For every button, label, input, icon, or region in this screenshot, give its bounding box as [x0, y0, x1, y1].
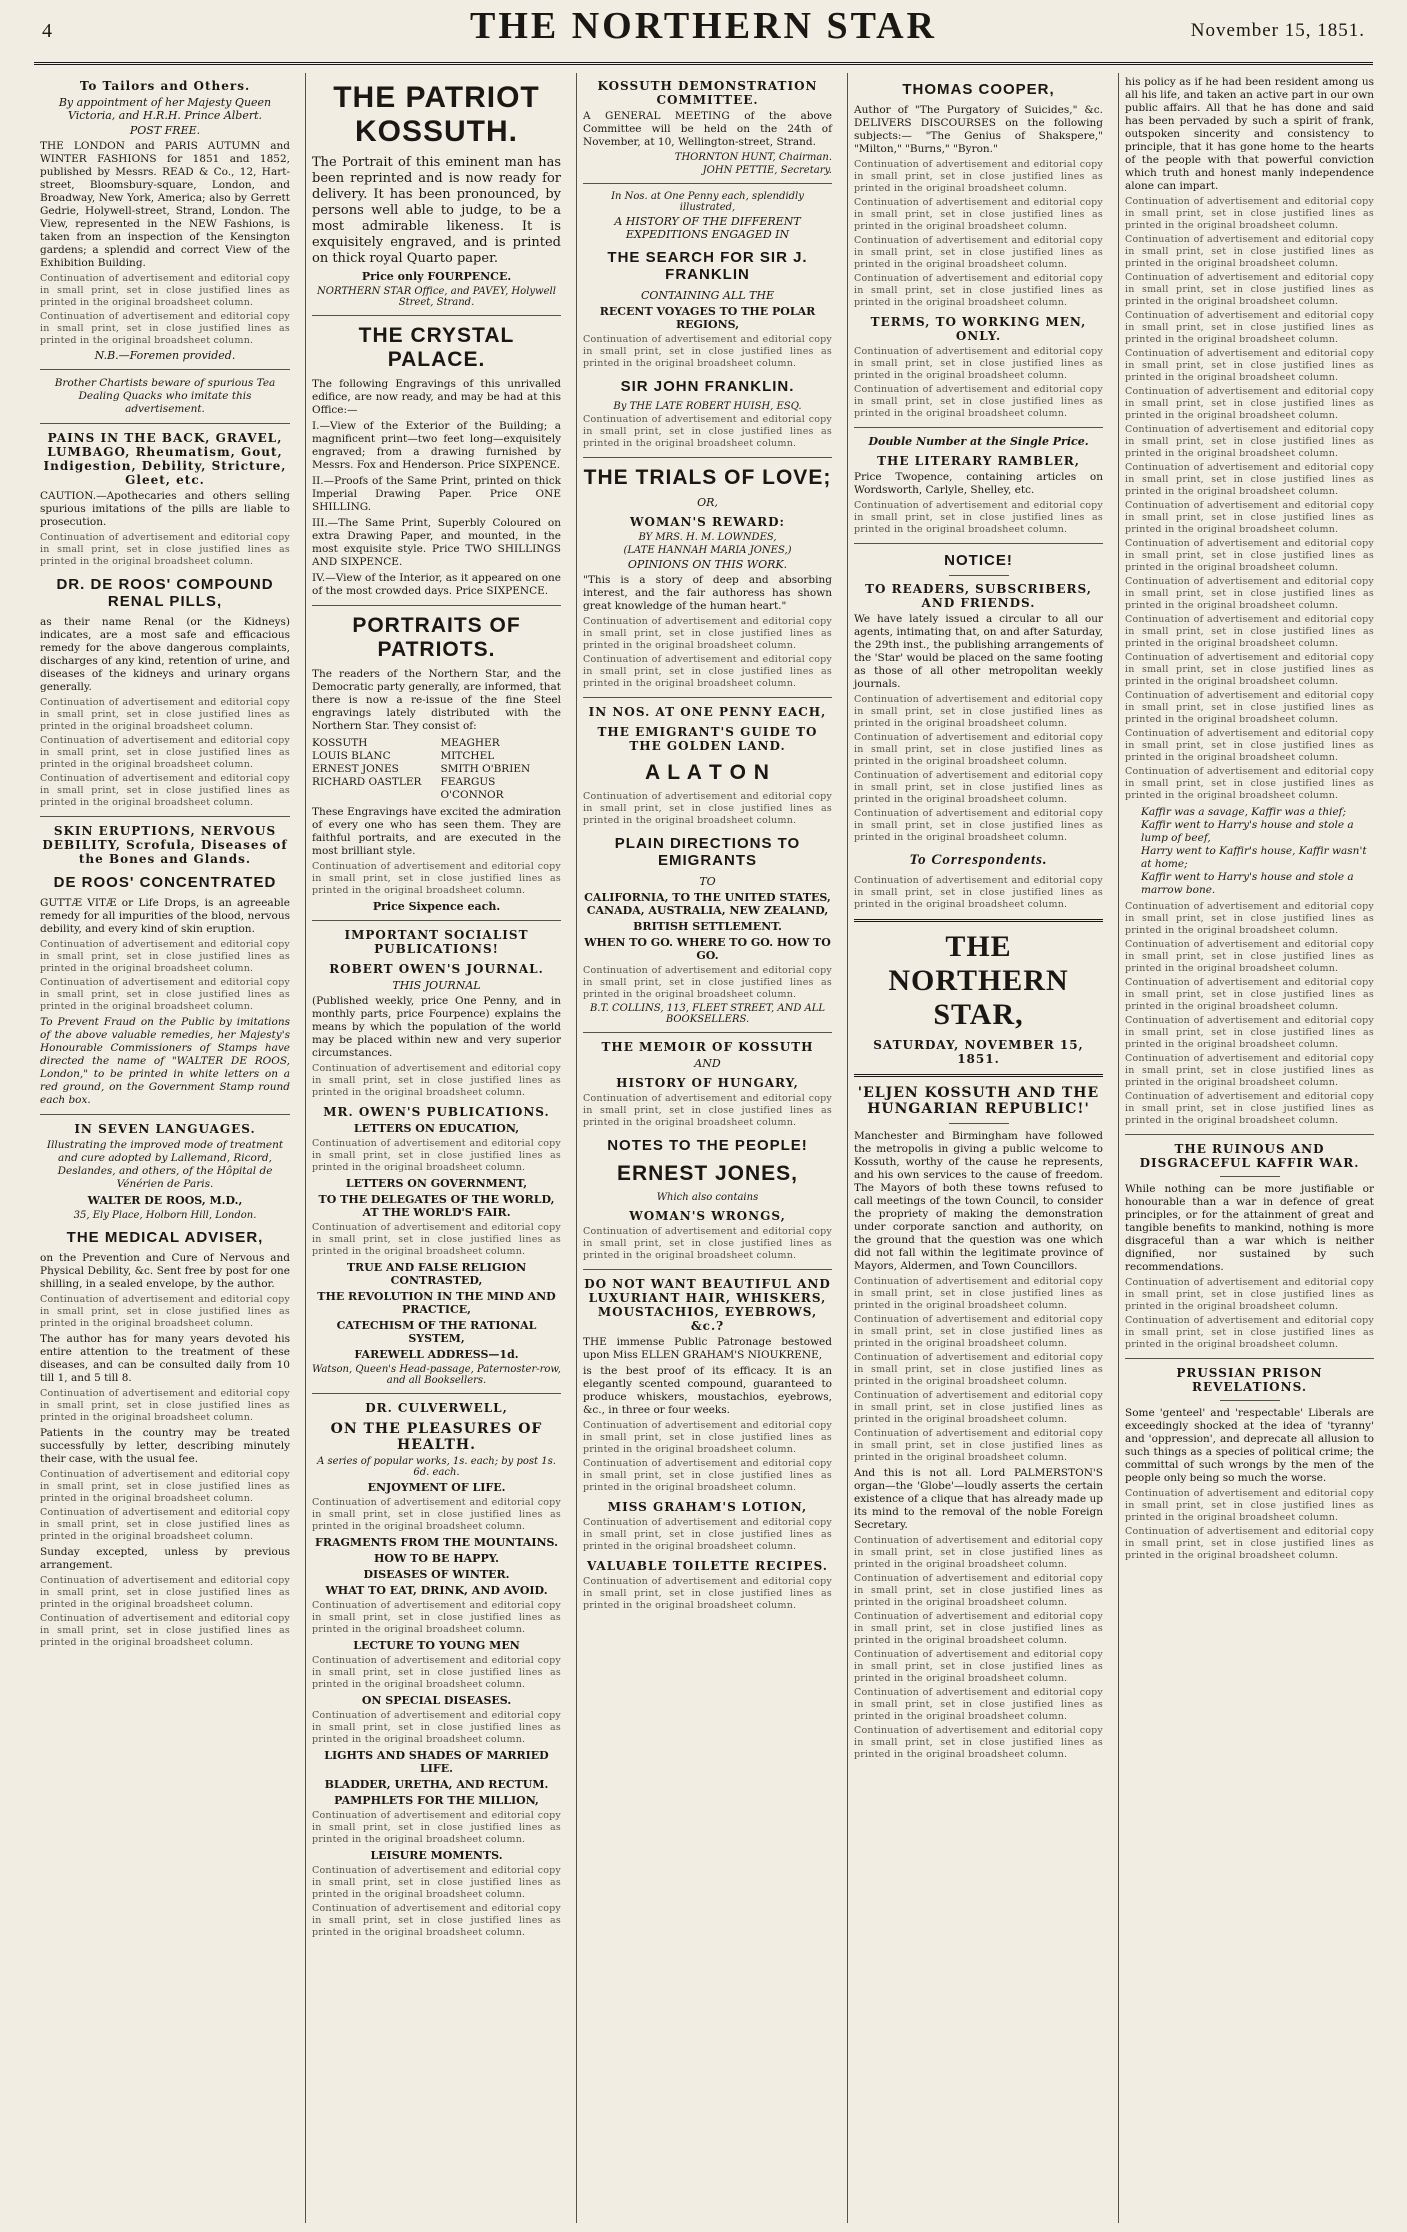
filler-text: Continuation of advertisement and editorial copy in small print, set in close justified lines as printed in the original broadsheet column. — [1125, 652, 1374, 687]
portrait-name: LOUIS BLANC — [312, 750, 391, 762]
portrait-name: KOSSUTH — [312, 737, 368, 749]
divider — [583, 457, 832, 458]
rambler-body: Price Twopence, containing articles on Wordsworth, Carlyle, Shelley, etc. — [854, 471, 1103, 496]
filler-text: Continuation of advertisement and editorial copy in small print, set in close justified lines as printed in the original broadsheet column. — [40, 773, 290, 808]
portrait-name: MITCHEL — [440, 750, 495, 762]
tailors-body: THE LONDON and PARIS AUTUMN and WINTER FASHIONS for 1851 and 1852, published by Messrs. READ & Co., 12, Hart-street, Bloomsbury-square, London, and Broadway, New York, America; also by Gerrett Gedrie, Holywell-street, Strand, London. The View, represented in the NEW Fashions, is taken from an inspection of the Kensington gardens; a splendid and correct View of the Exhibition Building. — [40, 140, 290, 269]
adviser-heading: THE MEDICAL ADVISER, — [66, 1229, 264, 1246]
socialist-heading: IMPORTANT SOCIALIST PUBLICATIONS! — [344, 928, 529, 956]
double-number: Double Number at the Single Price. — [868, 435, 1089, 448]
divider — [40, 423, 290, 424]
pleasures-heading: ON THE PLEASURES OF HEALTH. — [330, 1421, 543, 1453]
filler-text: Continuation of advertisement and editorial copy in small print, set in close justified lines as printed in the original broadsheet column. — [1125, 1015, 1374, 1050]
culverwell-heading: DR. CULVERWELL, — [365, 1401, 508, 1415]
fragments-heading: FRAGMENTS FROM THE MOUNTAINS. — [315, 1536, 558, 1549]
verse-line: Kaffir was a savage, Kaffir was a thief; — [1141, 806, 1347, 818]
filler-text: Continuation of advertisement and editorial copy in small print, set in close justified lines as printed in the original broadsheet column. — [312, 861, 561, 896]
notes-people-heading: NOTES TO THE PEOPLE! — [607, 1137, 808, 1154]
trials-author: BY MRS. H. M. LOWNDES, — [638, 532, 777, 543]
filler-text: Continuation of advertisement and editorial copy in small print, set in close justified lines as printed in the original broadsheet column. — [1125, 1277, 1374, 1312]
verse-line: Kaffir went to Harry's house and stole a lump of beef, — [1141, 819, 1354, 844]
portraits-names — [312, 737, 561, 802]
letters-education: LETTERS ON EDUCATION, — [353, 1122, 520, 1135]
owen-journal-heading: ROBERT OWEN'S JOURNAL. — [329, 962, 544, 976]
pamphlets-heading: PAMPHLETS FOR THE MILLION, — [334, 1794, 539, 1807]
divider — [312, 605, 561, 606]
hair-heading: DO NOT WANT BEAUTIFUL AND LUXURIANT HAIR, WHISKERS, MOUSTACHIOS, EYEBROWS, &c.? — [584, 1277, 831, 1333]
palace-intro: The following Engravings of this unrivalled edifice, are now ready, and may be had at this Office:— — [312, 378, 561, 416]
trials-opinions: OPINIONS ON THIS WORK. — [627, 558, 788, 571]
masthead — [34, 0, 1373, 65]
committee-chairman: THORNTON HUNT, Chairman. — [674, 152, 832, 163]
filler-text: Continuation of advertisement and editorial copy in small print, set in close justified lines as printed in the original broadsheet column. — [854, 500, 1103, 535]
palace-item-4: IV.—View of the Interior, as it appeared on one of the most crowded days. Price SIXPENCE. — [312, 572, 561, 597]
filler-text: Continuation of advertisement and editorial copy in small print, set in close justified lines as printed in the original broadsheet column. — [1125, 901, 1374, 936]
lecture-heading: LECTURE TO YOUNG MEN — [353, 1639, 520, 1652]
filler-text: Continuation of advertisement and editorial copy in small print, set in close justified lines as printed in the original broadsheet column. — [40, 1469, 290, 1504]
portraits-heading: PORTRAITS OF PATRIOTS. — [352, 614, 521, 661]
palace-heading: THE CRYSTAL PALACE. — [358, 324, 515, 371]
filler-text: Continuation of advertisement and editorial copy in small print, set in close justified lines as printed in the original broadsheet column. — [1125, 272, 1374, 307]
adviser-line-3: Sunday excepted, unless by previous arrangement. — [40, 1546, 290, 1571]
cooper-body: Author of "The Purgatory of Suicides," &c. DELIVERS DISCOURSES on the following subjects:— "The Genius of Shakspere," "Milton," "Burns," "Byron." — [854, 104, 1103, 155]
filler-text: Continuation of advertisement and editorial copy in small print, set in close justified lines as printed in the original broadsheet column. — [1125, 538, 1374, 573]
trials-author-late: (LATE HANNAH MARIA JONES,) — [623, 545, 792, 556]
filler-text: Continuation of advertisement and editorial copy in small print, set in close justified lines as printed in the original broadsheet column. — [583, 616, 832, 651]
concentrated-body: GUTTÆ VITÆ or Life Drops, is an agreeable remedy for all impurities of the blood, nervous debility, and every kind of skin eruption. — [40, 897, 290, 935]
filler-text: Continuation of advertisement and editorial copy in small print, set in close justified lines as printed in the original broadsheet column. — [40, 735, 290, 770]
filler-text: Continuation of advertisement and editorial copy in small print, set in close justified lines as printed in the original broadsheet column. — [854, 1611, 1103, 1646]
filler-text: Continuation of advertisement and editorial copy in small print, set in close justified lines as printed in the original broadsheet column. — [312, 1903, 561, 1938]
leisure-heading: LEISURE MOMENTS. — [370, 1849, 503, 1862]
filler-text: Continuation of advertisement and editorial copy in small print, set in close justified lines as printed in the original broadsheet column. — [40, 697, 290, 732]
filler-text: Continuation of advertisement and editorial copy in small print, set in close justified lines as printed in the original broadsheet column. — [1125, 1315, 1374, 1350]
verse-line: Harry went to Kaffir's house, Kaffir wasn't at home; — [1141, 845, 1367, 870]
filler-text: Continuation of advertisement and editorial copy in small print, set in close justified lines as printed in the original broadsheet column. — [1125, 766, 1374, 801]
adviser-address: 35, Ely Place, Holborn Hill, London. — [73, 1210, 257, 1221]
terms-heading: TERMS, TO WORKING MEN, ONLY. — [870, 315, 1087, 343]
religion-heading: TRUE AND FALSE RELIGION CONTRASTED, — [346, 1261, 527, 1287]
divider — [854, 427, 1103, 428]
emigrants-guide-heading: THE EMIGRANT'S GUIDE TO THE GOLDEN LAND. — [597, 725, 818, 753]
patriot-office: NORTHERN STAR Office, and PAVEY, Holywell Street, Strand. — [317, 286, 556, 308]
filler-text: Continuation of advertisement and editorial copy in small print, set in close justified lines as printed in the original broadsheet column. — [583, 1458, 832, 1493]
verse-line: Kaffir went to Harry's house and stole a marrow bone. — [1141, 871, 1354, 896]
patriot-heading: THE PATRIOT KOSSUTH. — [333, 81, 540, 148]
plain-places: CALIFORNIA, TO THE UNITED STATES, CANADA, AUSTRALIA, NEW ZEALAND, — [584, 891, 831, 917]
notice-heading: NOTICE! — [944, 552, 1013, 569]
happy-heading: HOW TO BE HAPPY. — [373, 1552, 499, 1565]
filler-text: Continuation of advertisement and editorial copy in small print, set in close justified lines as printed in the original broadsheet column. — [583, 654, 832, 689]
newspaper-title: THE NORTHERN STAR — [469, 5, 938, 47]
filler-text: Continuation of advertisement and editorial copy in small print, set in close justified lines as printed in the original broadsheet column. — [583, 414, 832, 449]
filler-text: Continuation of advertisement and editorial copy in small print, set in close justified lines as printed in the original broadsheet column. — [312, 1063, 561, 1098]
counterfeit-notice: To Prevent Fraud on the Public by imitations of the above valuable remedies, her Majesty's Honourable Commissioners of Stamps have directed the name of "WALTER DE ROOS, London," to be printed in white letters on a red ground, on the Government Stamp round each box. — [40, 1016, 290, 1106]
portrait-name: MEAGHER — [440, 737, 500, 749]
bladder-heading: BLADDER, URETHA, AND RECTUM. — [324, 1778, 549, 1791]
palmerston-paragraph: And this is not all. Lord PALMERSTON'S organ—the 'Globe'—loudly asserts the certain existence of a clique that has already made up its mind to the removal of the noble Foreign Secretary. — [854, 1467, 1103, 1531]
filler-text: Continuation of advertisement and editorial copy in small print, set in close justified lines as printed in the original broadsheet column. — [854, 732, 1103, 767]
deroos-body: as their name Renal (or the Kidneys) indicates, are a most safe and efficacious remedy for the above dangerous complaints, discharges of any kind, retention of urine, and diseases of the kidneys and urinary organs generally. — [40, 616, 290, 693]
cooper-heading: THOMAS COOPER, — [902, 81, 1055, 98]
divider — [1220, 1400, 1280, 1401]
readers-body: We have lately issued a circular to all our agents, intimating that, on and after Saturday, the 29th inst., the publishing arrangements of the 'Star' would be placed on the same footing as those of all other metropolitan weekly journals. — [854, 613, 1103, 690]
owen-publications: MR. OWEN'S PUBLICATIONS. — [323, 1105, 550, 1119]
page-number: 4 — [42, 20, 52, 42]
filler-text: Continuation of advertisement and editorial copy in small print, set in close justified lines as printed in the original broadsheet column. — [1125, 1053, 1374, 1088]
portraits-note: These Engravings have excited the admiration of every one who has seen them. They are faithful portraits, and are executed in the most brilliant style. — [312, 806, 561, 857]
divider — [312, 920, 561, 921]
portrait-name: FEARGUS O'CONNOR — [440, 776, 504, 801]
issue-date: November 15, 1851. — [1190, 20, 1365, 41]
revolution-heading: THE REVOLUTION IN THE MIND AND PRACTICE, — [317, 1290, 556, 1316]
filler-text: Continuation of advertisement and editorial copy in small print, set in close justified lines as printed in the original broadsheet column. — [854, 235, 1103, 270]
committee-secretary: JOHN PETTIE, Secretary. — [702, 165, 832, 176]
filler-text: Continuation of advertisement and editorial copy in small print, set in close justified lines as printed in the original broadsheet column. — [1125, 1526, 1374, 1561]
filler-text: Continuation of advertisement and editorial copy in small print, set in close justified lines as printed in the original broadsheet column. — [1125, 977, 1374, 1012]
filler-text: Continuation of advertisement and editorial copy in small print, set in close justified lines as printed in the original broadsheet column. — [854, 1428, 1103, 1463]
divider — [40, 1114, 290, 1115]
filler-text: Continuation of advertisement and editorial copy in small print, set in close justified lines as printed in the original broadsheet column. — [1125, 462, 1374, 497]
ernest-contains: Which also contains — [656, 1192, 759, 1203]
filler-text: Continuation of advertisement and editorial copy in small print, set in close justified lines as printed in the original broadsheet column. — [854, 273, 1103, 308]
graham-body: is the best proof of its efficacy. It is an elegantly scented compound, guaranteed to produce whiskers, moustachios, eyebrows, &c., in three or four weeks. — [583, 1365, 832, 1416]
pains-heading: PAINS IN THE BACK, GRAVEL, LUMBAGO, Rheumatism, Gout, Indigestion, Debility, Stricture, Gleet, etc. — [43, 431, 287, 487]
filler-text: Continuation of advertisement and editorial copy in small print, set in close justified lines as printed in the original broadsheet column. — [40, 1575, 290, 1610]
filler-text: Continuation of advertisement and editorial copy in small print, set in close justified lines as printed in the original broadsheet column. — [1125, 1091, 1374, 1126]
filler-text: Continuation of advertisement and editorial copy in small print, set in close justified lines as printed in the original broadsheet column. — [1125, 424, 1374, 459]
divider — [854, 1074, 1103, 1077]
rambler-heading: THE LITERARY RAMBLER, — [877, 454, 1080, 468]
column-2 — [305, 73, 567, 2223]
trials-or: OR, — [697, 496, 718, 509]
readers-heading: TO READERS, SUBSCRIBERS, AND FRIENDS. — [865, 582, 1092, 610]
enjoyment-heading: ENJOYMENT OF LIFE. — [367, 1481, 506, 1494]
filler-text: Continuation of advertisement and editorial copy in small print, set in close justified lines as printed in the original broadsheet column. — [1125, 728, 1374, 763]
filler-text: Continuation of advertisement and editorial copy in small print, set in close justified lines as printed in the original broadsheet column. — [40, 977, 290, 1012]
deroos-heading: DR. DE ROOS' COMPOUND RENAL PILLS, — [56, 576, 274, 610]
paper-date: SATURDAY, NOVEMBER 15, 1851. — [873, 1038, 1084, 1066]
recipes-heading: VALUABLE TOILETTE RECIPES. — [587, 1559, 828, 1573]
palace-item-2: II.—Proofs of the Same Print, printed on thick Imperial Drawing Paper. Price ONE SHILLING. — [312, 475, 561, 513]
palace-item-3: III.—The Same Print, Superbly Coloured on extra Drawing Paper, and mounted, in the most exquisite style. Price TWO SHILLINGS AND SIXPENCE. — [312, 517, 561, 568]
divider — [40, 369, 290, 370]
filler-text: Continuation of advertisement and editorial copy in small print, set in close justified lines as printed in the original broadsheet column. — [312, 1710, 561, 1745]
lead-article-body: Manchester and Birmingham have followed the metropolis in giving a public welcome to Kossuth, worthy of the cause he represents, and his own services to the cause of freedom. The Mayors of both these towns refused to call meetings of the town Council, to consider the propriety of making the demonstration under corporate sanction and authority, on the ground that the question was one which did not fall within the legitimate province of Mayors, Aldermen, and Town Councillors. — [854, 1130, 1103, 1272]
divider — [583, 697, 832, 698]
concentrated-heading: DE ROOS' CONCENTRATED — [53, 874, 277, 891]
franklin-history: A HISTORY OF THE DIFFERENT EXPEDITIONS ENGAGED IN — [614, 215, 801, 241]
divider — [854, 543, 1103, 544]
filler-text: Continuation of advertisement and editorial copy in small print, set in close justified lines as printed in the original broadsheet column. — [854, 1725, 1103, 1760]
adviser-subtitle: Illustrating the improved mode of treatment and cure adopted by Lallemand, Ricord, Deslandes, and others, of the Hôpital de Vénérien de Paris. — [46, 1139, 284, 1190]
filler-text: Continuation of advertisement and editorial copy in small print, set in close justified lines as printed in the original broadsheet column. — [40, 273, 290, 308]
filler-text: Continuation of advertisement and editorial copy in small print, set in close justified lines as printed in the original broadsheet column. — [583, 1576, 832, 1611]
farewell-address: FAREWELL ADDRESS—1d. — [354, 1348, 519, 1361]
filler-text: Continuation of advertisement and editorial copy in small print, set in close justified lines as printed in the original broadsheet column. — [1125, 234, 1374, 269]
filler-text: Continuation of advertisement and editorial copy in small print, set in close justified lines as printed in the original broadsheet column. — [854, 875, 1103, 910]
filler-text: Continuation of advertisement and editorial copy in small print, set in close justified lines as printed in the original broadsheet column. — [854, 1314, 1103, 1349]
letters-government: LETTERS ON GOVERNMENT, — [345, 1177, 528, 1190]
hungary-heading: HISTORY OF HUNGARY, — [616, 1076, 799, 1090]
filler-text: Continuation of advertisement and editorial copy in small print, set in close justified lines as printed in the original broadsheet column. — [40, 1613, 290, 1648]
general-meeting: A GENERAL MEETING of the above Committee will be held on the 24th of November, at 10, Wellington-street, Strand. — [583, 110, 832, 148]
golden-land: A L A T O N — [645, 761, 770, 784]
filler-text: Continuation of advertisement and editorial copy in small print, set in close justified lines as printed in the original broadsheet column. — [312, 1810, 561, 1845]
languages-heading: IN SEVEN LANGUAGES. — [74, 1122, 256, 1136]
filler-text: Continuation of advertisement and editorial copy in small print, set in close justified lines as printed in the original broadsheet column. — [583, 1093, 832, 1128]
nos-penny: IN NOS. AT ONE PENNY EACH, — [588, 705, 827, 719]
palace-item-1: I.—View of the Exterior of the Building; a magnificent print—two feet long—exquisitely engraved; from a drawing furnished by Messrs. Fox and Henderson. Price SIXPENCE. — [312, 420, 561, 471]
divider — [583, 183, 832, 184]
adviser-line-2: Patients in the country may be treated successfully by letter, describing minutely their case, with the usual fee. — [40, 1427, 290, 1465]
trials-body: "This is a story of deep and absorbing interest, and the fair authoress has shown great knowledge of the human heart." — [583, 574, 832, 612]
franklin-voyages: RECENT VOYAGES TO THE POLAR REGIONS, — [599, 305, 816, 331]
plain-to: TO — [699, 875, 716, 888]
delegates-heading: TO THE DELEGATES OF THE WORLD, AT THE WORLD'S FAIR. — [318, 1193, 555, 1219]
filler-text: Continuation of advertisement and editorial copy in small print, set in close justified lines as printed in the original broadsheet column. — [40, 939, 290, 974]
memoir-heading: THE MEMOIR OF KOSSUTH — [601, 1040, 814, 1054]
memoir-and: AND — [694, 1057, 721, 1070]
winter-heading: DISEASES OF WINTER. — [363, 1568, 510, 1581]
filler-text: Continuation of advertisement and editorial copy in small print, set in close justified lines as printed in the original broadsheet column. — [1125, 690, 1374, 725]
filler-text: Continuation of advertisement and editorial copy in small print, set in close justified lines as printed in the original broadsheet column. — [312, 1138, 561, 1173]
portrait-name: ERNEST JONES — [312, 763, 399, 775]
filler-text: Continuation of advertisement and editorial copy in small print, set in close justified lines as printed in the original broadsheet column. — [1125, 939, 1374, 974]
filler-text: Continuation of advertisement and editorial copy in small print, set in close justified lines as printed in the original broadsheet column. — [854, 1573, 1103, 1608]
kaffir-verse — [1141, 806, 1374, 897]
filler-text: Continuation of advertisement and editorial copy in small print, set in close justified lines as printed in the original broadsheet column. — [1125, 196, 1374, 231]
filler-text: Continuation of advertisement and editorial copy in small print, set in close justified lines as printed in the original broadsheet column. — [1125, 348, 1374, 383]
franklin-name: SIR JOHN FRANKLIN. — [620, 378, 795, 395]
prussian-body: Some 'genteel' and 'respectable' Liberals are exceedingly shocked at the idea of 'tyranny' and 'oppression', and deprecate all allusion to such things as a species of political crime; the committal of such wrongs by the men of the people only being so much the worse. — [1125, 1407, 1374, 1484]
portrait-name: RICHARD OASTLER — [312, 776, 422, 788]
filler-text: Continuation of advertisement and editorial copy in small print, set in close justified lines as printed in the original broadsheet column. — [1125, 576, 1374, 611]
filler-text: Continuation of advertisement and editorial copy in small print, set in close justified lines as printed in the original broadsheet column. — [312, 1600, 561, 1635]
divider — [854, 919, 1103, 922]
paper-title: THE NORTHERN STAR, — [888, 930, 1069, 1031]
column-3 — [576, 73, 838, 2223]
graham-heading: THE immense Public Patronage bestowed upon Miss ELLEN GRAHAM'S NIOUKRENE, — [583, 1336, 832, 1361]
kaffir-war-heading: THE RUINOUS AND DISGRACEFUL KAFFIR WAR. — [1139, 1142, 1360, 1170]
filler-text: Continuation of advertisement and editorial copy in small print, set in close justified lines as printed in the original broadsheet column. — [312, 1655, 561, 1690]
post-free: POST FREE. — [129, 124, 201, 137]
owen-journal-body: (Published weekly, price One Penny, and in monthly parts, price Fourpence) explains the means by which the population of the world may be placed within new and very superior circumstances. — [312, 995, 561, 1059]
ernest-jones-heading: ERNEST JONES, — [616, 1162, 799, 1185]
column-4 — [847, 73, 1109, 2223]
filler-text: Continuation of advertisement and editorial copy in small print, set in close justified lines as printed in the original broadsheet column. — [1125, 614, 1374, 649]
skin-heading: SKIN ERUPTIONS, NERVOUS DEBILITY, Scrofula, Diseases of the Bones and Glands. — [42, 824, 288, 866]
womans-reward: WOMAN'S REWARD: — [630, 515, 785, 529]
portraits-price: Price Sixpence each. — [372, 900, 501, 913]
watson-publisher: Watson, Queen's Head-passage, Paternoster-row, and all Booksellers. — [312, 1364, 561, 1386]
special-heading: ON SPECIAL DISEASES. — [361, 1694, 512, 1707]
divider — [1125, 1134, 1374, 1135]
filler-text: Continuation of advertisement and editorial copy in small print, set in close justified lines as printed in the original broadsheet column. — [854, 1390, 1103, 1425]
lotion-heading: MISS GRAHAM'S LOTION, — [607, 1500, 808, 1514]
filler-text: Continuation of advertisement and editorial copy in small print, set in close justified lines as printed in the original broadsheet column. — [854, 770, 1103, 805]
committee-heading: KOSSUTH DEMONSTRATION COMMITTEE. — [597, 79, 818, 107]
filler-text: Continuation of advertisement and editorial copy in small print, set in close justified lines as printed in the original broadsheet column. — [854, 1649, 1103, 1684]
divider — [949, 575, 1009, 576]
franklin-containing: CONTAINING ALL THE — [641, 289, 774, 302]
franklin-heading: THE SEARCH FOR SIR J. FRANKLIN — [607, 249, 808, 283]
filler-text: Continuation of advertisement and editorial copy in small print, set in close justified lines as printed in the original broadsheet column. — [312, 1865, 561, 1900]
filler-text: Continuation of advertisement and editorial copy in small print, set in close justified lines as printed in the original broadsheet column. — [40, 1388, 290, 1423]
divider — [583, 1032, 832, 1033]
pains-body: CAUTION.—Apothecaries and others selling spurious imitations of the pills are liable to prosecution. — [40, 490, 290, 528]
catechism-heading: CATECHISM OF THE RATIONAL SYSTEM, — [336, 1319, 537, 1345]
filler-text: Continuation of advertisement and editorial copy in small print, set in close justified lines as printed in the original broadsheet column. — [583, 1420, 832, 1455]
column-1 — [34, 73, 296, 2223]
filler-text: Continuation of advertisement and editorial copy in small print, set in close justified lines as printed in the original broadsheet column. — [1125, 500, 1374, 535]
filler-text: Continuation of advertisement and editorial copy in small print, set in close justified lines as printed in the original broadsheet column. — [1125, 386, 1374, 421]
pleasures-sub: A series of popular works, 1s. each; by post 1s. 6d. each. — [317, 1456, 556, 1478]
trials-heading: THE TRIALS OF LOVE; — [583, 466, 832, 489]
adviser-author: WALTER DE ROOS, M.D., — [87, 1194, 243, 1207]
chartists-warning: Brother Chartists beware of spurious Tea Dealing Quacks who imitate this advertisement. — [54, 377, 276, 415]
filler-text: Continuation of advertisement and editorial copy in small print, set in close justified lines as printed in the original broadsheet column. — [854, 808, 1103, 843]
patriot-body: The Portrait of this eminent man has been reprinted and is now ready for delivery. It has been pronounced, by persons well able to judge, to be a most admirable likeness. It is exquisitely engraved, and is printed on thick royal Quarto paper. — [312, 155, 561, 266]
filler-text: Continuation of advertisement and editorial copy in small print, set in close justified lines as printed in the original broadsheet column. — [583, 791, 832, 826]
owen-journal-sub: THIS JOURNAL — [392, 979, 481, 992]
divider — [1220, 1176, 1280, 1177]
filler-text: Continuation of advertisement and editorial copy in small print, set in close justified lines as printed in the original broadsheet column. — [312, 1497, 561, 1532]
womans-wrongs: WOMAN'S WRONGS, — [629, 1209, 786, 1223]
portraits-body: The readers of the Northern Star, and the Democratic party generally, are informed, that there is now a re-issue of the fine Steel engravings lately distributed with the Northern Star. They consist of: — [312, 668, 561, 732]
filler-text: Continuation of advertisement and editorial copy in small print, set in close justified lines as printed in the original broadsheet column. — [854, 159, 1103, 194]
divider — [583, 1269, 832, 1270]
divider — [1125, 1358, 1374, 1359]
eat-drink-heading: WHAT TO EAT, DRINK, AND AVOID. — [325, 1584, 548, 1597]
divider — [312, 315, 561, 316]
british-settlement: BRITISH SETTLEMENT. — [633, 920, 782, 933]
filler-text: Continuation of advertisement and editorial copy in small print, set in close justified lines as printed in the original broadsheet column. — [854, 1352, 1103, 1387]
filler-text: Continuation of advertisement and editorial copy in small print, set in close justified lines as printed in the original broadsheet column. — [854, 197, 1103, 232]
filler-text: Continuation of advertisement and editorial copy in small print, set in close justified lines as printed in the original broadsheet column. — [40, 311, 290, 346]
divider — [949, 1123, 1009, 1124]
kaffir-war-body: While nothing can be more justifiable or honourable than a war in defence of great principles, or for the attainment of great and tangible benefits to mankind, nothing is more disgraceful than a war which is neither dignified, nor sustained by such recommendations. — [1125, 1183, 1374, 1273]
collins-publisher: B.T. COLLINS, 113, FLEET STREET, AND ALL BOOKSELLERS. — [589, 1003, 826, 1025]
portrait-name: SMITH O'BRIEN — [440, 763, 531, 775]
kossuth-continued: his policy as if he had been resident among us all his life, and taken an active part in our own public affairs. All that he has done and said has been pervaded by such a spirit of frank, outspoken sincerity and consistency to principle, that it has gone home to the hearts of the people with that powerful conviction which truth and honest manly independence alone can impart. — [1125, 76, 1374, 192]
patriot-price: Price only FOURPENCE. — [361, 270, 512, 283]
filler-text: Continuation of advertisement and editorial copy in small print, set in close justified lines as printed in the original broadsheet column. — [583, 334, 832, 369]
filler-text: Continuation of advertisement and editorial copy in small print, set in close justified lines as printed in the original broadsheet column. — [40, 1294, 290, 1329]
filler-text: Continuation of advertisement and editorial copy in small print, set in close justified lines as printed in the original broadsheet column. — [583, 1517, 832, 1552]
filler-text: Continuation of advertisement and editorial copy in small print, set in close justified lines as printed in the original broadsheet column. — [854, 384, 1103, 419]
when-to-go: WHEN TO GO. WHERE TO GO. HOW TO GO. — [584, 936, 831, 962]
filler-text: Continuation of advertisement and editorial copy in small print, set in close justified lines as printed in the original broadsheet column. — [854, 346, 1103, 381]
lead-article-heading: 'ELJEN KOSSUTH AND THE HUNGARIAN REPUBLIC!' — [857, 1085, 1100, 1117]
filler-text: Continuation of advertisement and editorial copy in small print, set in close justified lines as printed in the original broadsheet column. — [312, 1222, 561, 1257]
adviser-line-1: The author has for many years devoted his entire attention to the treatment of these diseases, and can be consulted daily from 10 till 1, and 5 till 8. — [40, 1333, 290, 1384]
divider — [312, 1393, 561, 1394]
filler-text: Continuation of advertisement and editorial copy in small print, set in close justified lines as printed in the original broadsheet column. — [583, 1226, 832, 1261]
filler-text: Continuation of advertisement and editorial copy in small print, set in close justified lines as printed in the original broadsheet column. — [854, 1535, 1103, 1570]
franklin-author: By THE LATE ROBERT HUISH, ESQ. — [613, 401, 802, 412]
correspondents-heading: To Correspondents. — [909, 852, 1048, 868]
lights-heading: LIGHTS AND SHADES OF MARRIED LIFE. — [324, 1749, 549, 1775]
filler-text: Continuation of advertisement and editorial copy in small print, set in close justified lines as printed in the original broadsheet column. — [854, 1276, 1103, 1311]
divider — [40, 816, 290, 817]
adviser-body: on the Prevention and Cure of Nervous and Physical Debility, &c. Sent free by post for one shilling, in a sealed envelope, by the author. — [40, 1252, 290, 1290]
filler-text: Continuation of advertisement and editorial copy in small print, set in close justified lines as printed in the original broadsheet column. — [1125, 310, 1374, 345]
columns — [34, 65, 1373, 2223]
tailors-heading: To Tailors and Others. — [79, 79, 251, 93]
tailors-appointment: By appointment of her Majesty Queen Victoria, and H.R.H. Prince Albert. — [58, 96, 272, 122]
filler-text: Continuation of advertisement and editorial copy in small print, set in close justified lines as printed in the original broadsheet column. — [854, 1687, 1103, 1722]
filler-text: Continuation of advertisement and editorial copy in small print, set in close justified lines as printed in the original broadsheet column. — [854, 694, 1103, 729]
filler-text: Continuation of advertisement and editorial copy in small print, set in close justified lines as printed in the original broadsheet column. — [40, 1507, 290, 1542]
filler-text: Continuation of advertisement and editorial copy in small print, set in close justified lines as printed in the original broadsheet column. — [40, 532, 290, 567]
tailors-footer: N.B.—Foremen provided. — [94, 349, 236, 362]
filler-text: Continuation of advertisement and editorial copy in small print, set in close justified lines as printed in the original broadsheet column. — [1125, 1488, 1374, 1523]
plain-directions-heading: PLAIN DIRECTIONS TO EMIGRANTS — [614, 835, 801, 869]
prussian-heading: PRUSSIAN PRISON REVELATIONS. — [1176, 1366, 1323, 1394]
column-5 — [1118, 73, 1380, 2223]
filler-text: Continuation of advertisement and editorial copy in small print, set in close justified lines as printed in the original broadsheet column. — [583, 965, 832, 1000]
franklin-press: In Nos. at One Penny each, splendidly illustrated, — [611, 191, 804, 213]
